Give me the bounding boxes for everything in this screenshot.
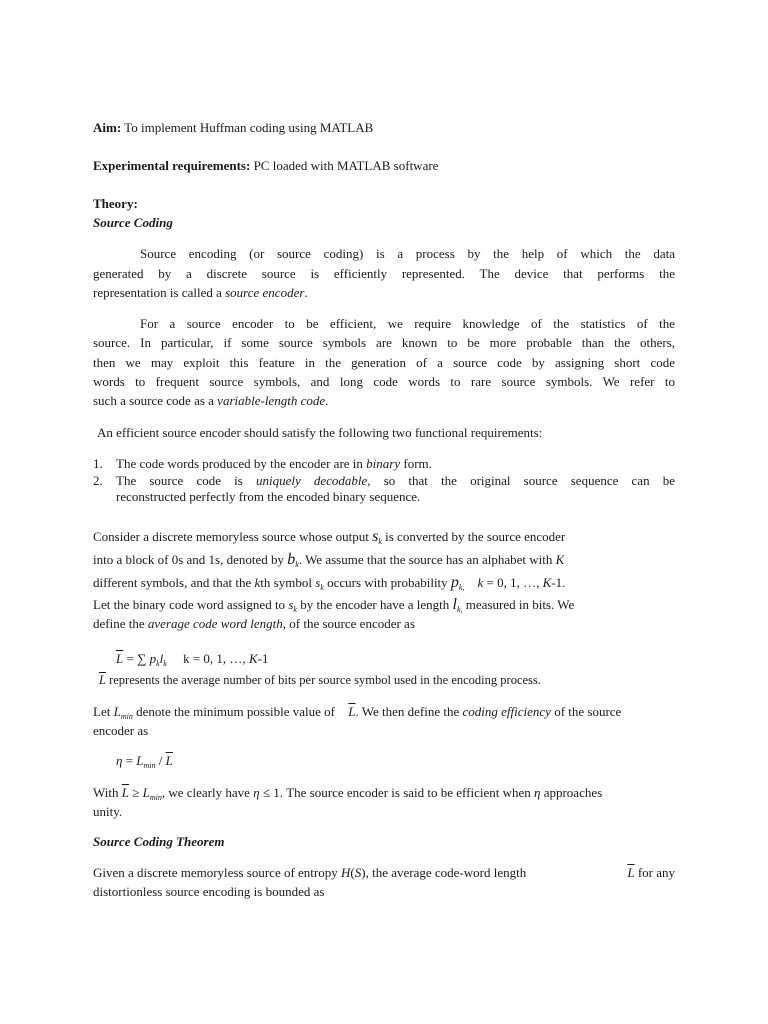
p2-line1: For a source encoder to be efficient, we require knowledge of the statistics of the <box>140 316 675 331</box>
p8-left <box>93 865 526 881</box>
list-item <box>93 473 675 489</box>
p8-text: ), the average code-word length <box>361 865 527 880</box>
symbol-l: l <box>452 596 457 613</box>
p2-line2: source. In particular, if some source symbols are known to be more probable than the others, <box>93 335 675 350</box>
list-number: 1. <box>93 456 103 471</box>
p6-text: . We then define the <box>355 704 463 719</box>
list-item <box>93 456 432 472</box>
symbol-s: s <box>288 597 294 612</box>
p7-text: ≥ <box>128 785 143 800</box>
symbol-s: s <box>315 575 321 590</box>
L-bar: $\overline{L}$ <box>165 753 173 768</box>
list-text-end: , so that the original source sequence can be <box>367 473 675 488</box>
p8-line2: distortionless source encoding is bounded as <box>93 884 325 899</box>
subscript: k <box>320 583 324 592</box>
average-code-word-length-term: average code word length <box>147 616 283 631</box>
aim-text: To implement Huffman coding using MATLAB <box>121 120 374 135</box>
p4-text: = 0, 1, …, <box>483 575 543 590</box>
aim-label: Aim: <box>93 120 122 135</box>
p1-line3 <box>93 285 308 301</box>
p1-line3-text: representation is called a <box>93 285 226 300</box>
L-bar: $\overline{L}$ <box>116 651 124 666</box>
symbol-p: p <box>450 574 459 591</box>
p6-text: of the source <box>550 704 622 719</box>
p4-text: Let the binary code word assigned to <box>93 597 289 612</box>
eq-text: k = 0, 1, …, <box>166 651 249 666</box>
uniquely-decodable-term: uniquely decodable <box>255 473 368 488</box>
p6-text: Let <box>93 704 114 719</box>
spacer <box>464 575 477 590</box>
symbol-K: K <box>248 651 258 666</box>
requirements-label: Experimental requirements: <box>93 158 251 173</box>
symbol-k: k <box>254 575 261 590</box>
p8-text: for any <box>634 865 675 880</box>
symbol-H: H <box>341 865 351 880</box>
symbol-l: l <box>159 651 164 666</box>
p7-text: , we clearly have <box>161 785 254 800</box>
p4-line5 <box>93 616 415 632</box>
coding-efficiency-term: coding efficiency <box>462 704 551 719</box>
p1-line2: generated by a discrete source is efficiently represented. The device that performs the <box>93 266 675 281</box>
list-text: The source code is <box>116 473 256 488</box>
subscript: k <box>295 560 299 569</box>
symbol-eta: η <box>116 753 123 768</box>
subscript: k <box>156 659 160 668</box>
symbol-L: L <box>142 785 150 800</box>
eq-text: / <box>155 753 166 768</box>
p5-text: represents the average number of bits per source symbol used in the encoding process. <box>105 673 541 687</box>
symbol-p: p <box>149 651 157 666</box>
p4-line4 <box>93 597 574 618</box>
p4-text: different symbols, and that the <box>93 575 255 590</box>
variable-length-term: variable-length code <box>217 393 326 408</box>
subscript: min <box>120 712 133 721</box>
p7-text: ≤ 1. The source encoder is said to be efficient when <box>259 785 534 800</box>
binary-term: binary <box>366 456 401 471</box>
symbol-S: S <box>354 865 362 880</box>
p3-line: An efficient source encoder should satisfy the following two functional requirements: <box>97 425 543 440</box>
p1-line3-end: . <box>304 285 308 300</box>
symbol-s: s <box>372 528 379 545</box>
symbol-k: k <box>477 575 484 590</box>
p4-text: measured in bits. We <box>462 597 575 612</box>
p2-line3: then we may exploit this feature in the generation of a source code by assigning short code <box>93 355 675 370</box>
p4-text: occurs with probability <box>323 575 451 590</box>
symbol-b: b <box>287 551 296 568</box>
subscript: k <box>163 659 167 668</box>
p7-text: approaches <box>540 785 603 800</box>
symbol-eta: η <box>534 785 541 800</box>
p4-text: -1. <box>551 575 566 590</box>
p4-text: Consider a discrete memoryless source whose output <box>93 529 373 544</box>
symbol-K: K <box>555 552 565 567</box>
p7-text: With <box>93 785 122 800</box>
p6-line1 <box>93 704 621 725</box>
p6-line2: encoder as <box>93 723 149 738</box>
p2-line5-text: such a source code as a <box>93 393 218 408</box>
subscript: k, <box>456 605 463 614</box>
p2-line5 <box>93 393 328 409</box>
p4-line3 <box>93 575 565 596</box>
subscript: min <box>149 793 162 802</box>
L-bar: $\overline{L}$ <box>99 673 106 687</box>
p7-line1 <box>93 785 602 806</box>
p4-line2 <box>93 552 564 573</box>
p4-text: . We assume that the source has an alphabet with <box>298 552 556 567</box>
list-text-end: form. <box>400 456 432 471</box>
symbol-L: L <box>136 753 144 768</box>
p5-line <box>99 672 541 688</box>
p8-text: ( <box>350 865 355 880</box>
p7-line2: unity. <box>93 804 123 819</box>
p4-text: , of the source encoder as <box>282 616 415 631</box>
p8-right <box>627 865 675 881</box>
p2-line4: words to frequent source symbols, and long code words to rare source symbols. We refer to <box>93 374 675 389</box>
subscript: k, <box>458 583 465 592</box>
subscript: k <box>293 605 297 614</box>
p8-line1 <box>93 865 675 881</box>
symbol-eta: η <box>253 785 260 800</box>
equation-average-length <box>116 651 268 672</box>
L-bar: $\overline{L}$ <box>121 785 129 800</box>
eq-text: -1 <box>257 651 269 666</box>
symbol-K: K <box>542 575 552 590</box>
list-item-2-continuation: reconstructed perfectly from the encoded binary sequence. <box>116 489 421 504</box>
L-bar: $\overline{L}$ <box>348 704 356 719</box>
aim-line <box>93 120 373 136</box>
p4-text: is converted by the source encoder <box>381 529 566 544</box>
theory-heading: Theory: <box>93 196 138 211</box>
equation-efficiency <box>116 753 173 774</box>
p4-text: define the <box>93 616 148 631</box>
requirements-line <box>93 158 438 174</box>
requirements-text: PC loaded with MATLAB software <box>250 158 439 173</box>
eq-text: = <box>122 753 137 768</box>
L-bar: $\overline{L}$ <box>627 865 635 880</box>
list-text: The code words produced by the encoder are in <box>116 456 367 471</box>
subscript: k <box>378 537 382 546</box>
p4-line1 <box>93 529 565 550</box>
source-coding-heading: Source Coding <box>93 215 173 230</box>
source-coding-theorem-heading: Source Coding Theorem <box>93 834 225 849</box>
p8-text: Given a discrete memoryless source of entropy <box>93 865 342 880</box>
p4-text: into a block of 0s and 1s, denoted by <box>93 552 288 567</box>
p4-text: th symbol <box>260 575 316 590</box>
symbol-L: L <box>113 704 121 719</box>
p4-text: by the encoder have a length <box>296 597 453 612</box>
subscript: min <box>143 761 156 770</box>
list-item-2-line <box>116 473 675 489</box>
source-encoder-term: source encoder <box>225 285 305 300</box>
p2-line5-end: . <box>325 393 329 408</box>
p6-text: denote the minimum possible value of <box>132 704 339 719</box>
eq-text: = ∑ <box>123 651 150 666</box>
list-number: 2. <box>93 473 103 488</box>
p1-line1: Source encoding (or source coding) is a process by the help of which the data <box>140 246 675 261</box>
